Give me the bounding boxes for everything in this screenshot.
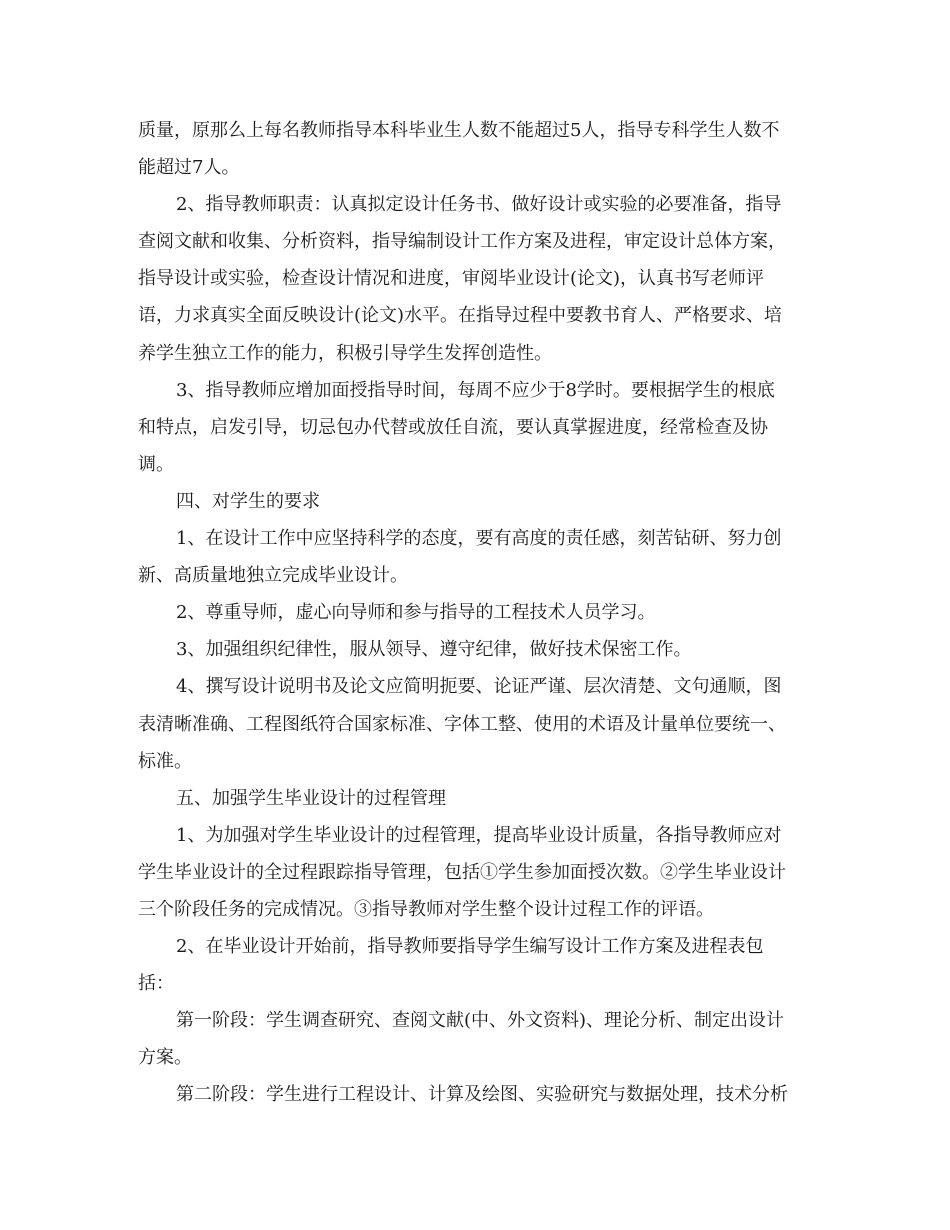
text-line: 三个阶段任务的完成情况。③指导教师对学生整个设计过程工作的评语。 <box>138 898 714 920</box>
text-line: 四、对学生的要求 <box>176 490 320 512</box>
text-line: 1、为加强对学生毕业设计的过程管理，提高毕业设计质量，各指导教师应对 <box>176 824 782 846</box>
text-line: 查阅文献和收集、分析资料，指导编制设计工作方案及进程，审定设计总体方案， <box>138 231 786 253</box>
paragraph <box>138 1076 812 1113</box>
text-line: 学生毕业设计的全过程跟踪指导管理，包括①学生参加面授次数。②学生毕业设计 <box>138 861 786 883</box>
text-line: 表清晰准确、工程图纸符合国家标准、字体工整、使用的术语及计量单位要统一、 <box>138 713 786 735</box>
section-heading <box>138 780 812 817</box>
paragraph <box>138 1002 812 1076</box>
text-line: 第二阶段：学生进行工程设计、计算及绘图、实验研究与数据处理，技术分析 <box>176 1084 788 1106</box>
text-line: 能超过7人。 <box>138 157 240 179</box>
text-line: 方案。 <box>138 1047 192 1069</box>
text-line: 质量，原那么上每名教师指导本科毕业生人数不能超过5人，指导专科学生人数不 <box>138 120 780 141</box>
paragraph <box>138 186 812 371</box>
text-line: 语，力求真实全面反映设计(论文)水平。在指导过程中要教书育人、严格要求、培 <box>138 305 783 327</box>
text-line: 养学生独立工作的能力，积极引导学生发挥创造性。 <box>138 342 552 364</box>
paragraph <box>138 520 812 594</box>
text-line: 3、加强组织纪律性，服从领导、遵守纪律，做好技术保密工作。 <box>176 639 692 661</box>
paragraph <box>138 372 812 483</box>
paragraph <box>138 112 812 186</box>
text-line: 1、在设计工作中应坚持科学的态度，要有高度的责任感，刻苦钻研、努力创 <box>176 528 782 550</box>
text-line: 2、在毕业设计开始前，指导教师要指导学生编写设计工作方案及进程表包 <box>176 936 764 958</box>
text-line: 调。 <box>138 453 174 475</box>
text-line: 和特点，启发引导，切忌包办代替或放任自流，要认真掌握进度，经常检查及协 <box>138 416 768 438</box>
paragraph <box>138 817 812 928</box>
section-heading <box>138 483 812 520</box>
text-line: 2、尊重导师，虚心向导师和参与指导的工程技术人员学习。 <box>176 602 656 624</box>
paragraph <box>138 631 812 668</box>
paragraph <box>138 928 812 1002</box>
text-line: 3、指导教师应增加面授指导时间，每周不应少于8学时。要根据学生的根底 <box>176 379 775 401</box>
text-line: 括： <box>138 973 174 995</box>
text-line: 指导设计或实验，检查设计情况和进度，审阅毕业设计(论文)，认真书写老师评 <box>138 268 765 290</box>
text-line: 五、加强学生毕业设计的过程管理 <box>176 787 446 809</box>
text-line: 第一阶段：学生调查研究、查阅文献(中、外文资料)、理论分析、制定出设计 <box>176 1010 785 1032</box>
paragraph <box>138 594 812 631</box>
text-line: 4、撰写设计说明书及论文应简明扼要、论证严谨、层次清楚、文句通顺，图 <box>176 676 782 698</box>
text-line: 2、指导教师职责：认真拟定设计任务书、做好设计或实验的必要准备，指导 <box>176 194 782 216</box>
text-line: 新、高质量地独立完成毕业设计。 <box>138 565 408 587</box>
paragraph <box>138 668 812 779</box>
text-line: 标准。 <box>138 750 192 772</box>
